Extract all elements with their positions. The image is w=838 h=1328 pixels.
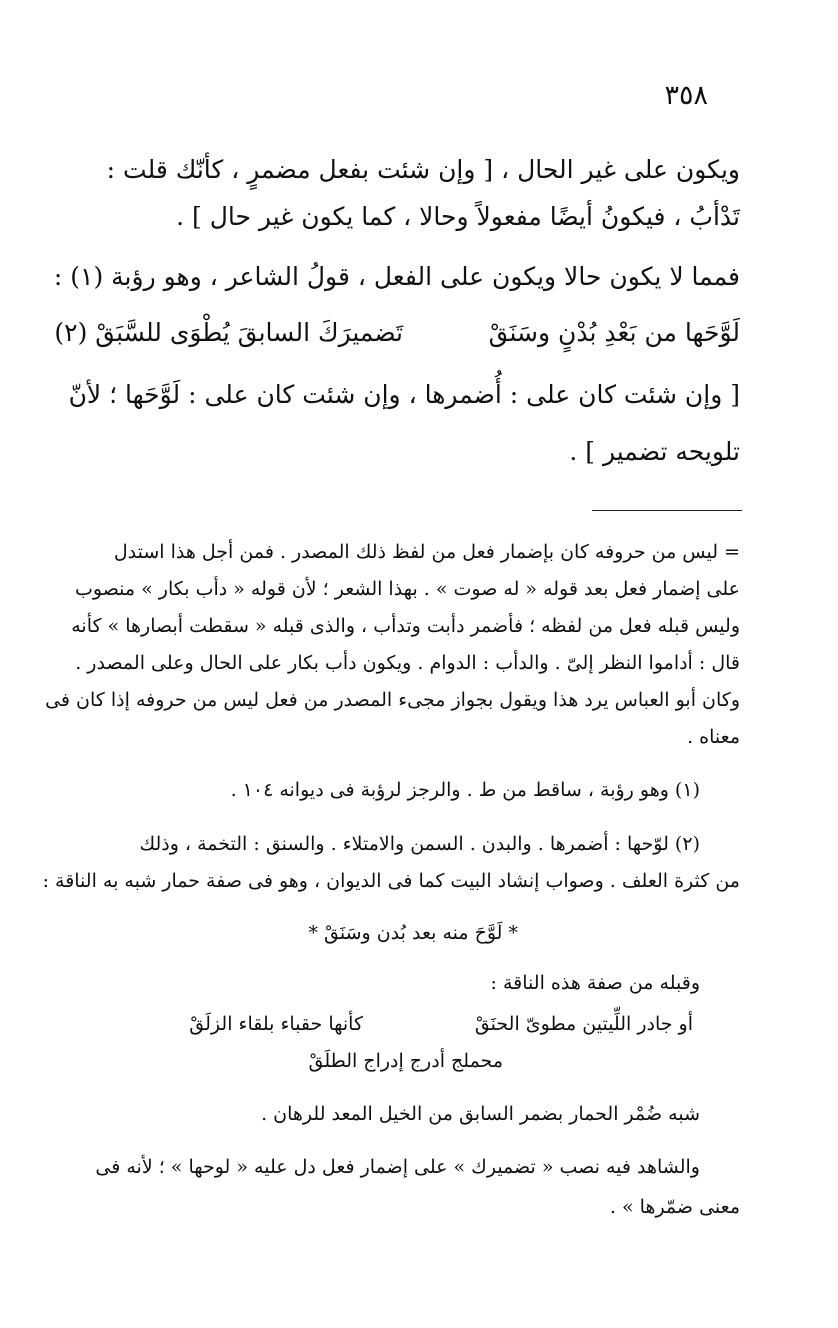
main-paragraph-3-line-2: تلويحه تضمير ] . xyxy=(569,437,740,466)
footnote-separator xyxy=(592,510,742,511)
footnote-2-line-5: والشاهد فيه نصب « تضميرك » على إضمار فعل دل عليه « لوحها » ؛ لأنه فى xyxy=(95,1156,700,1178)
page-number: ٣٥٨ xyxy=(664,80,708,111)
footnote-2-line-2: من كثرة العلف . وصواب إنشاد البيت كما فى الديوان ، وهو فى صفة حمار شبه به الناقة : xyxy=(42,870,740,892)
main-paragraph-2-line-1: فمما لا يكون حالا ويكون على الفعل ، قولُ الشاعر ، وهو رؤبة (١) : xyxy=(53,262,740,291)
main-paragraph-1-line-1: ويكون على غير الحال ، [ وإن شئت بفعل مضمرٍ ، كأنّك قلت : xyxy=(106,155,740,184)
footnote-2-line-4: شبه ضُمْر الحمار بضمر السابق من الخيل المعد للرهان . xyxy=(261,1103,700,1125)
footnote-verse-hemistich-left: أو جادر اللِّيتين مطوىّ الحنَقْ xyxy=(474,1013,693,1035)
footnote-continuation-line-6: معناه . xyxy=(687,726,740,748)
main-paragraph-1-line-2: تَدْأبُ ، فيكونُ أيضًا مفعولاً وحالا ، كما يكون غير حال ] . xyxy=(176,202,740,231)
verse-hemistich-left: تَضميرَكَ السابقَ يُطْوَى للسَّبَقْ (٢) xyxy=(54,318,403,347)
footnote-2-line-1: (٢) لوّحها : أضمرها . والبدن . السمن والامتلاء . والسنق : التخمة ، وذلك xyxy=(139,833,700,855)
footnote-verse-second-line: محملج أدرج إدراج الطلَقْ xyxy=(308,1050,503,1072)
footnote-continuation-line-5: وكان أبو العباس يرد هذا ويقول بجواز مجىء المصدر من فعل ليس من حروفه إذا كان فى xyxy=(45,689,740,711)
footnote-verse-hemistich-right: كأنها حقباء بلقاء الزلَقْ xyxy=(189,1013,363,1035)
verse-hemistich-right: لَوَّحَها من بَعْدِ بُدْنٍ وسَنَقْ xyxy=(488,318,740,347)
footnote-2-line-6: معنى ضمّرها » . xyxy=(609,1196,740,1218)
footnote-2-line-3: وقبله من صفة هذه الناقة : xyxy=(490,972,700,994)
footnote-continuation-line-1: = ليس من حروفه كان بإضمار فعل من لفظ ذلك المصدر . فمن أجل هذا استدل xyxy=(113,541,740,563)
footnote-continuation-line-4: قال : أداموا النظر إلىّ . والدأب : الدوام . ويكون دأب بكار على الحال وعلى المصدر . xyxy=(75,652,740,674)
main-paragraph-3-line-1: [ وإن شئت كان على : أُضمرها ، وإن شئت كان على : لَوَّحَها ؛ لأنّ xyxy=(68,380,740,409)
footnote-1: (١) وهو رؤبة ، ساقط من ط . والرجز لرؤبة فى ديوانه ١٠٤ . xyxy=(230,779,700,801)
footnote-2-quoted-verse: * لَوَّحَ منه بعد بُدن وسَنَقْ * xyxy=(308,922,518,944)
footnote-continuation-line-3: وليس قبله فعل من لفظه ؛ فأضمر دأبت وتدأب ، والذى قبله « سقطت أبصارها » كأنه xyxy=(71,615,740,637)
footnote-continuation-line-2: على إضمار فعل بعد قوله « له صوت » . بهذا الشعر ؛ لأن قوله « دأب بكار » منصوب xyxy=(75,578,740,600)
